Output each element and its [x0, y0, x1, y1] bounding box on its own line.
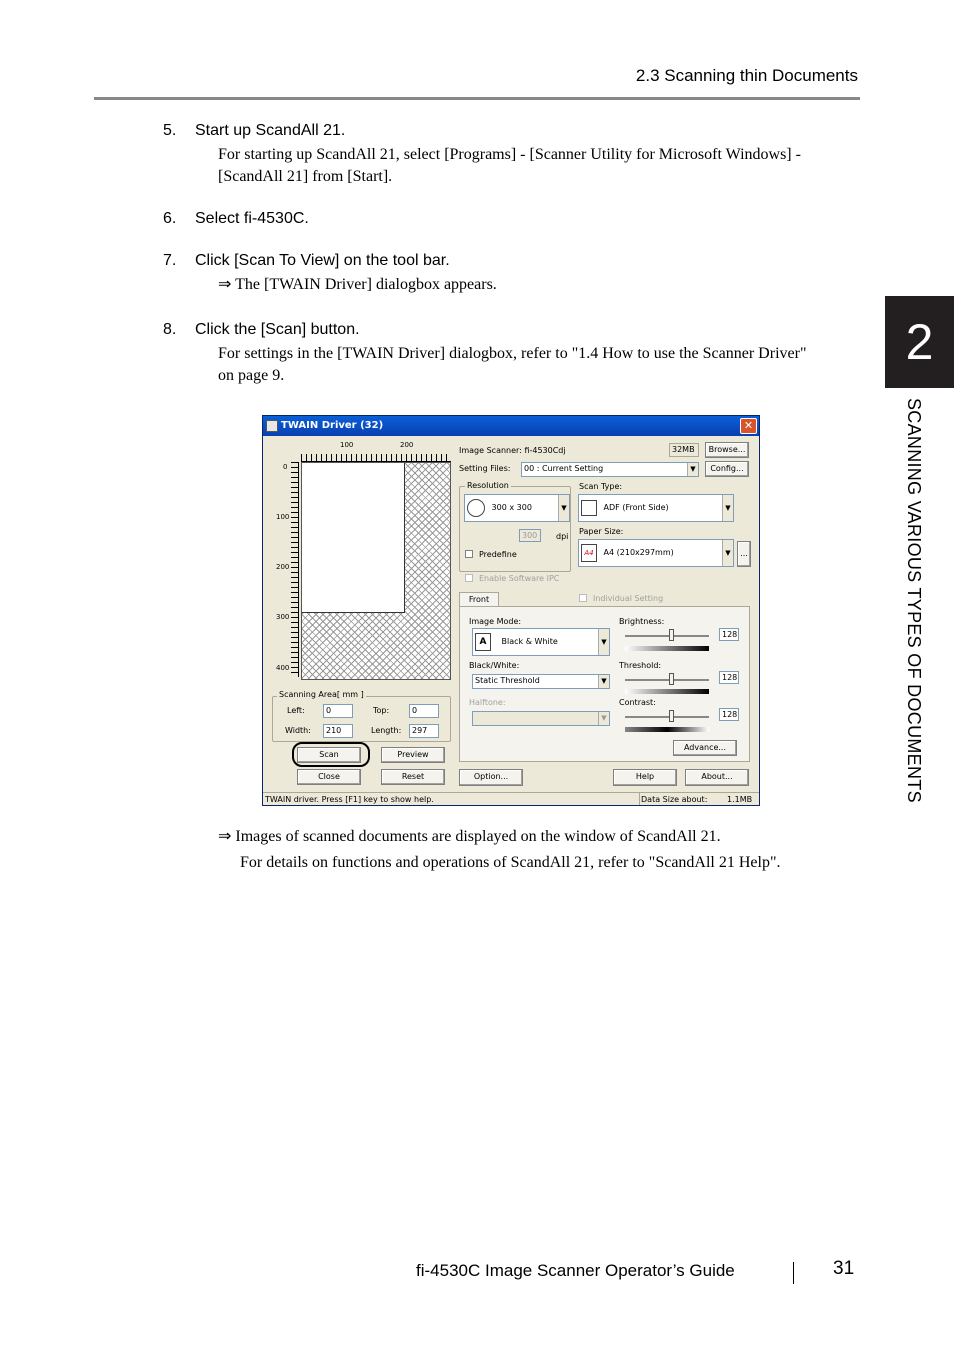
ruler-top-label: 200	[400, 441, 414, 449]
step-title: Click [Scan To View] on the tool bar.	[195, 252, 450, 269]
browse-button[interactable]: Browse...	[705, 442, 749, 458]
config-button[interactable]: Config...	[705, 461, 749, 477]
step-title: Start up ScandAll 21.	[195, 122, 346, 139]
width-label: Width:	[285, 726, 311, 735]
brightness-gradient	[625, 646, 709, 651]
result-line-1: ⇒ Images of scanned documents are displayed on the window of ScandAll 21.	[218, 828, 721, 845]
dpi-input[interactable]: 300	[519, 529, 541, 542]
left-input[interactable]: 0	[323, 704, 353, 718]
predefine-label: Predefine	[479, 550, 517, 559]
scanner-icon	[581, 500, 597, 516]
image-scanner-label: Image Scanner: fi-4530Cdj	[459, 446, 566, 455]
individual-setting-checkbox[interactable]	[579, 594, 587, 602]
chevron-down-icon: ▼	[722, 495, 733, 521]
bw-select[interactable]: Static Threshold ▼	[472, 674, 610, 689]
enable-ipc-checkbox[interactable]	[465, 574, 473, 582]
footer-guide-title: fi-4530C Image Scanner Operator’s Guide	[416, 1261, 735, 1280]
contrast-gradient	[625, 727, 709, 732]
chapter-number-tab: 2	[885, 296, 954, 388]
memory-badge: 32MB	[669, 443, 699, 457]
halftone-label: Halftone:	[469, 698, 506, 707]
enable-ipc-label: Enable Software IPC	[479, 574, 560, 583]
header-rule	[94, 97, 860, 100]
individual-setting-label: Individual Setting	[593, 594, 664, 603]
status-divider	[639, 793, 640, 806]
ruler-left-label: 400	[276, 664, 290, 672]
about-button[interactable]: About...	[685, 769, 749, 786]
text-document-icon: A	[475, 633, 491, 651]
ruler-left-label: 100	[276, 513, 290, 521]
length-label: Length:	[371, 726, 402, 735]
dpi-unit: dpi	[556, 532, 569, 541]
brightness-slider[interactable]	[669, 629, 674, 641]
contrast-slider[interactable]	[669, 710, 674, 722]
twain-driver-dialog	[262, 415, 760, 806]
step-title: Select fi-4530C.	[195, 210, 309, 227]
close-button[interactable]: Close	[297, 769, 361, 785]
status-bar	[263, 792, 759, 805]
step-number: 5.	[163, 122, 177, 139]
dialog-titlebar	[263, 416, 759, 436]
app-icon	[266, 420, 278, 432]
step-number: 8.	[163, 321, 177, 338]
scanning-area-label: Scanning Area[ mm ]	[279, 690, 364, 699]
step-7-heading	[163, 252, 450, 270]
step-6-heading	[163, 210, 309, 228]
threshold-label: Threshold:	[619, 661, 662, 670]
threshold-input[interactable]: 128	[719, 671, 739, 684]
chevron-down-icon: ▼	[558, 495, 569, 521]
tab-front[interactable]: Front	[459, 592, 499, 607]
image-mode-select[interactable]: A Black & White ▼	[472, 628, 610, 656]
reset-button[interactable]: Reset	[381, 769, 445, 785]
resolution-label: Resolution	[467, 481, 509, 490]
step-number: 6.	[163, 210, 177, 227]
contrast-label: Contrast:	[619, 698, 656, 707]
chevron-down-icon: ▼	[687, 463, 698, 476]
option-button[interactable]: Option...	[459, 769, 523, 786]
data-size-value: 1.1MB	[727, 795, 753, 804]
image-scanner-value: fi-4530Cdj	[524, 446, 566, 455]
scan-page-outline[interactable]	[302, 463, 405, 613]
contrast-input[interactable]: 128	[719, 708, 739, 721]
magnifier-icon	[467, 499, 485, 517]
advance-button[interactable]: Advance...	[673, 740, 737, 756]
step-7-body: ⇒ The [TWAIN Driver] dialogbox appears.	[218, 276, 497, 293]
brightness-label: Brightness:	[619, 617, 665, 626]
paper-icon: A4	[581, 544, 597, 562]
ruler-top-label: 100	[340, 441, 354, 449]
ruler-left-label: 200	[276, 563, 290, 571]
threshold-slider[interactable]	[669, 673, 674, 685]
scan-type-select[interactable]: ADF (Front Side) ▼	[578, 494, 734, 522]
step-number: 7.	[163, 252, 177, 269]
scan-button[interactable]: Scan	[297, 747, 361, 763]
top-input[interactable]: 0	[409, 704, 439, 718]
resolution-select[interactable]: 300 x 300 ▼	[464, 494, 570, 522]
paper-size-more-button[interactable]: ...	[737, 541, 751, 567]
top-label: Top:	[373, 706, 390, 715]
ruler-left-label: 0	[283, 463, 288, 471]
preview-button[interactable]: Preview	[381, 747, 445, 763]
bw-label: Black/White:	[469, 661, 520, 670]
left-label: Left:	[287, 706, 305, 715]
page-number: 31	[833, 1258, 855, 1279]
help-button[interactable]: Help	[613, 769, 677, 786]
ruler-top	[301, 454, 451, 462]
scan-button-highlight	[292, 742, 370, 767]
scan-type-label: Scan Type:	[579, 482, 623, 491]
threshold-gradient	[625, 689, 709, 694]
step-8-heading	[163, 321, 360, 339]
setting-files-select[interactable]: 00 : Current Setting ▼	[521, 462, 699, 477]
paper-size-label: Paper Size:	[579, 527, 624, 536]
result-line-2: For details on functions and operations of ScandAll 21, refer to "ScandAll 21 Help".	[240, 854, 781, 871]
step-5-heading	[163, 122, 345, 140]
status-text: TWAIN driver. Press [F1] key to show help.	[265, 795, 434, 804]
length-input[interactable]: 297	[409, 724, 439, 738]
chevron-down-icon: ▼	[722, 540, 733, 566]
contrast-track	[625, 716, 709, 718]
data-size-label: Data Size about:	[641, 795, 708, 804]
threshold-track	[625, 679, 709, 681]
step-5-body: For starting up ScandAll 21, select [Programs] - [Scanner Utility for Microsoft Windows] - [ScandAll 21] from [Start].	[218, 146, 801, 185]
width-input[interactable]: 210	[323, 724, 353, 738]
close-icon[interactable]: ✕	[740, 418, 757, 434]
chapter-title-vertical: SCANNING VARIOUS TYPES OF DOCUMENTS	[904, 398, 924, 803]
ruler-left	[291, 462, 299, 677]
paper-size-select[interactable]: A4 A4 (210x297mm) ▼	[578, 539, 734, 567]
halftone-select[interactable]	[472, 711, 610, 726]
footer-separator	[793, 1262, 794, 1284]
dialog-title: TWAIN Driver (32)	[281, 420, 384, 431]
step-8-body: For settings in the [TWAIN Driver] dialogbox, refer to "1.4 How to use the Scanner Driver" on page 9.	[218, 345, 807, 384]
chevron-down-icon: ▼	[598, 675, 609, 688]
predefine-checkbox[interactable]	[465, 550, 473, 558]
step-title: Click the [Scan] button.	[195, 321, 360, 338]
ruler-left-label: 300	[276, 613, 290, 621]
image-mode-label: Image Mode:	[469, 617, 522, 626]
brightness-track	[625, 635, 709, 637]
chevron-down-icon: ▼	[598, 712, 609, 725]
chevron-down-icon: ▼	[598, 629, 609, 655]
running-header: 2.3 Scanning thin Documents	[635, 66, 858, 85]
brightness-input[interactable]: 128	[719, 628, 739, 641]
setting-files-label: Setting Files:	[459, 464, 511, 473]
